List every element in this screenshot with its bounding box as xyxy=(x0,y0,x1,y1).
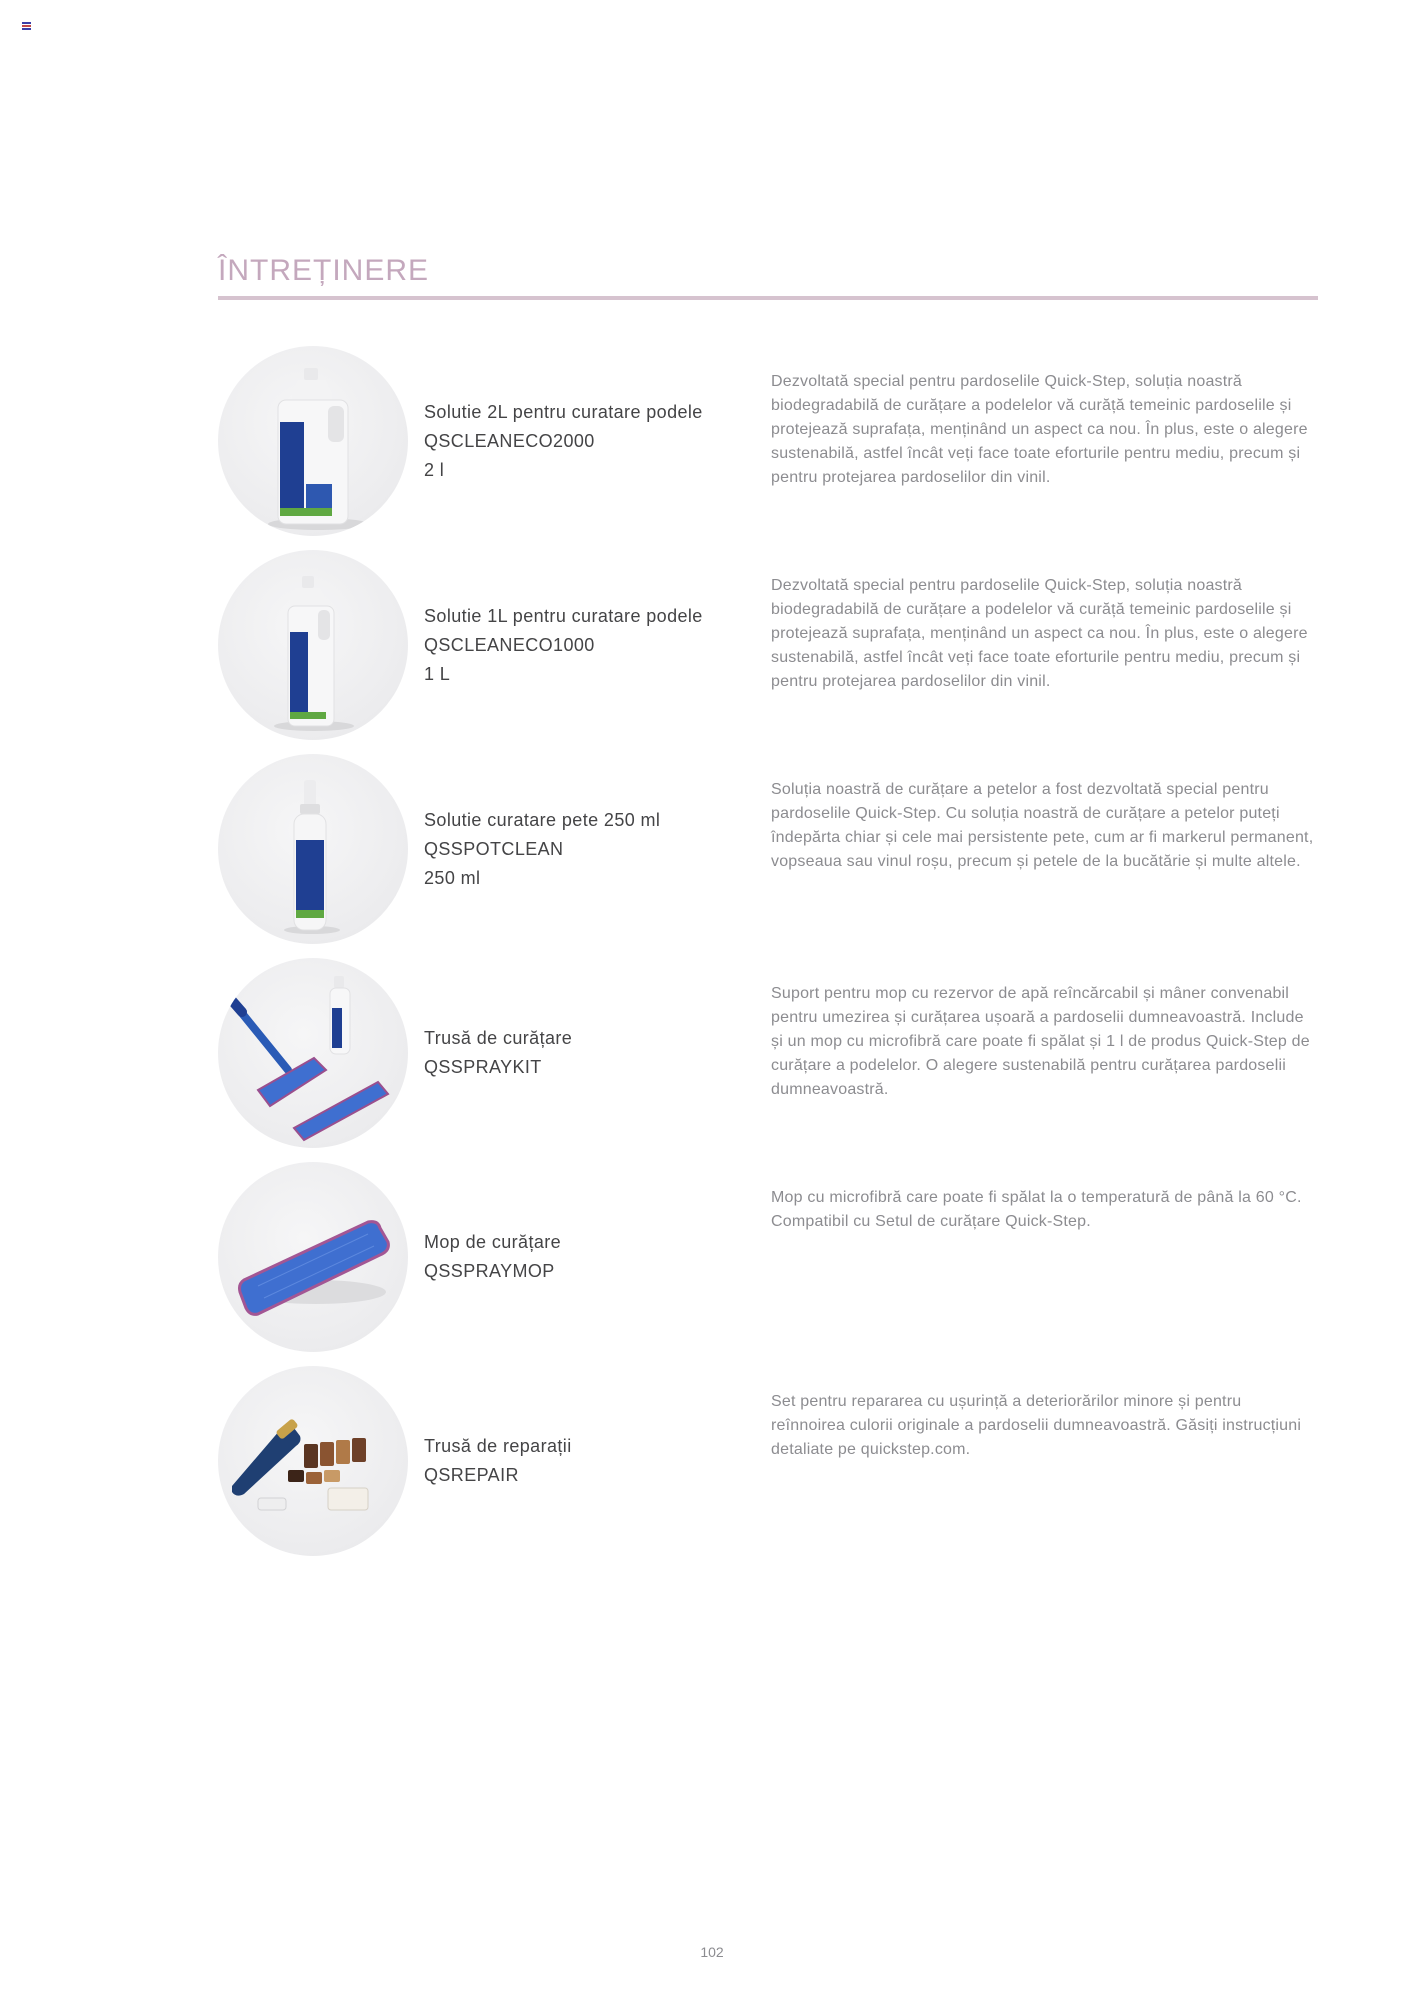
page-title: ÎNTREȚINERE xyxy=(218,254,430,287)
product-description: Dezvoltată special pentru pardoselile Quick-Step, soluția noastră biodegradabilă de curățare a podelelor vă curăță temeinic pardoselile și protejează suprafața, menținând un aspect ca nou. În plus, este o alegere sustenabilă, astfel încât veți face toate eforturile pentru mediu, precum și pentru protejarea pardoselilor din vinil. xyxy=(771,373,1308,486)
cleaner-bottle-2l-image xyxy=(218,346,408,536)
product-size: 2 l xyxy=(424,459,445,480)
product-description: Dezvoltată special pentru pardoselile Quick-Step, soluția noastră biodegradabilă de curățare a podelelor vă curăță temeinic pardoselile și protejează suprafața, menținând un aspect ca nou. În plus, este o alegere sustenabilă, astfel încât veți face toate eforturile pentru mediu, precum și pentru protejarea pardoselilor din vinil. xyxy=(771,577,1308,690)
repair-kit-image xyxy=(218,1366,408,1556)
product-description: Set pentru repararea cu ușurință a deteriorărilor minore și pentru reînnoirea culorii originale a pardoselii dumneavoastră. Găsiți instrucțiuni detaliate pe quickstep.com. xyxy=(771,1393,1302,1458)
product-code: QSREPAIR xyxy=(424,1465,519,1485)
product-row xyxy=(218,958,1318,1148)
page-number: 102 xyxy=(700,1944,724,1960)
product-description: Soluția noastră de curățare a petelor a fost dezvoltată special pentru pardoselile Quick-Step. Cu soluția noastră de curățare a petelor puteți îndepărta chiar și cele mai persistente pete, cum ar fi markerul permanent, vopseaua sau vinul roșu, precum și petele de la bucătărie și multe altele. xyxy=(771,781,1314,870)
product-row xyxy=(218,550,1318,740)
product-description: Suport pentru mop cu rezervor de apă reîncărcabil și mâner convenabil pentru umezirea și curățarea ușoară a pardoselii dumneavoastră. Include și un mop cu microfibră care poate fi spălat și 1 l de produs Quick-Step de curățare a podelelor. O alegere sustenabilă pentru curățarea pardoselii dumneavoastră. xyxy=(771,985,1310,1098)
product-row xyxy=(218,346,1318,536)
product-description: Mop cu microfibră care poate fi spălat la o temperatură de până la 60 °C. Compatibil cu Setul de curățare Quick-Step. xyxy=(771,1189,1302,1230)
product-row xyxy=(218,754,1318,944)
spray-bottle-image xyxy=(218,754,408,944)
cleaner-bottle-1l-image xyxy=(218,550,408,740)
product-code: QSSPRAYMOP xyxy=(424,1261,555,1281)
product-code: QSCLEANECO2000 xyxy=(424,430,595,451)
product-code: QSSPRAYKIT xyxy=(424,1057,542,1077)
product-name: Solutie 2L pentru curatare podele xyxy=(424,401,703,422)
product-code: QSSPOTCLEAN xyxy=(424,838,564,859)
microfiber-mop-pad-image xyxy=(218,1162,408,1352)
product-code: QSCLEANECO1000 xyxy=(424,634,595,655)
product-size: 250 ml xyxy=(424,867,481,888)
product-name: Trusă de curățare xyxy=(424,1028,573,1048)
product-size: 1 L xyxy=(424,663,451,684)
product-name: Solutie 1L pentru curatare podele xyxy=(424,605,703,626)
product-name: Solutie curatare pete 250 ml xyxy=(424,809,661,830)
product-name: Mop de curățare xyxy=(424,1232,562,1252)
hamburger-menu-icon[interactable] xyxy=(22,22,31,30)
title-divider xyxy=(218,296,1318,300)
product-row xyxy=(218,1366,1318,1556)
product-name: Trusă de reparații xyxy=(424,1436,572,1456)
spray-mop-kit-image xyxy=(218,958,408,1148)
product-row xyxy=(218,1162,1318,1352)
